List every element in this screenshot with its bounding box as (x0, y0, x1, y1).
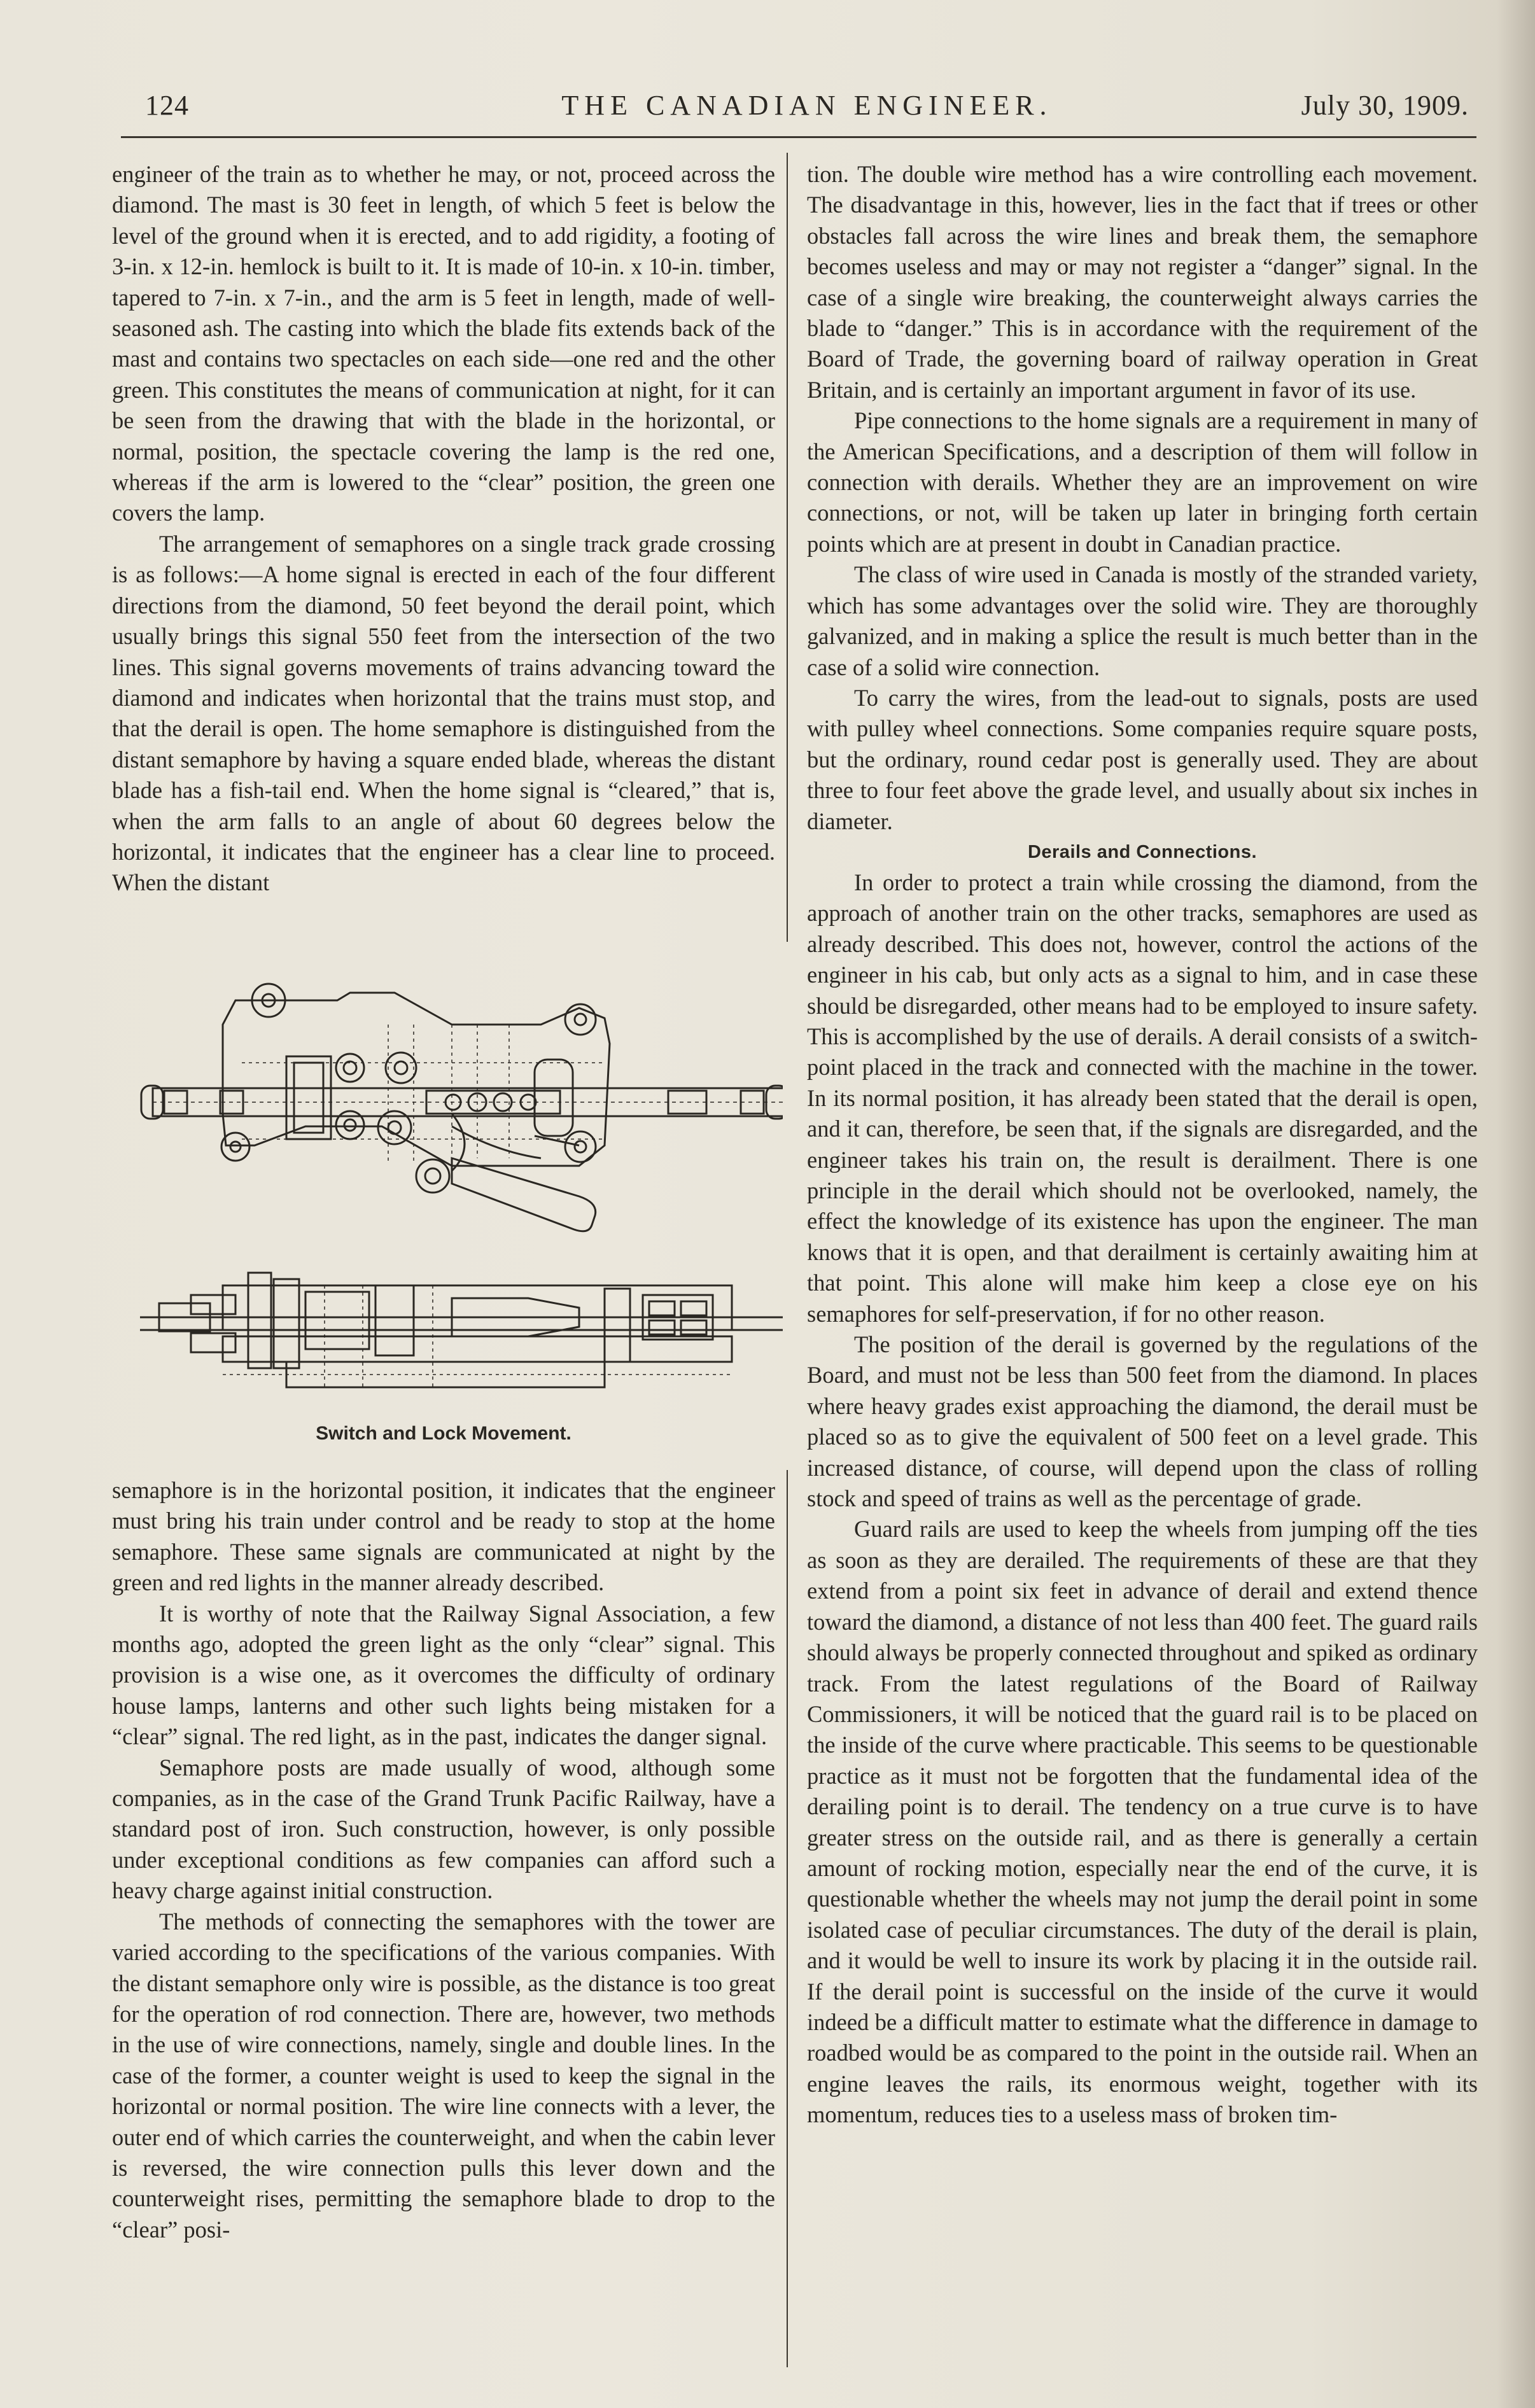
switch-and-lock-movement-drawing (95, 955, 783, 1413)
paragraph: Guard rails are used to keep the wheels from jumping off the ties as soon as they are derailed. The requirements of these are that they extend from a point six feet in advance of derail and extend thence toward the diamond, a distance of not less than 400 feet. The guard rails should always be properly connected throughout and spiked as ordinary track. From the latest regulations of the Board of Railway Commissioners, it will be noticed that the guard rail is to be placed on the inside of the curve where practicable. This seems to be questionable practice as it must not be forgotten that the fundamental idea of the derailing point is to derail. The tendency on a true curve is to have greater stress on the outside rail, and as there is generally a certain amount of rocking motion, especially near the end of the curve, it is questionable whether the wheels may not jump the derail point in some isolated case of peculiar circumstances. The duty of the derail is plain, and it would be well to insure its work by placing it in the outside rail. If the derail point is successful on the inside of the curve it would indeed be a difficult matter to estimate what the difference in damage to roadbed would be as compared to the point in the outside rail. When an engine leaves the rails, its enormous weight, together with its momentum, reduces ties to a useless mass of broken tim- (807, 1516, 1478, 2128)
bolt-circle (336, 1054, 364, 1082)
paragraph: tion. The double wire method has a wire controlling each movement. The disadvantage in this, however, lies in the fact that if trees or other obstacles fall across the wire lines and break them, the semaphore becomes useless and may or may not register a “danger” signal. In the case of a single wire breaking, the counterweight always carries the blade to “danger.” This is in accordance with the requirement of the Board of Trade, the governing board of railway operation in Great Britain, and is certainly an important argument in favor of its use. (807, 161, 1478, 403)
column-divider-top (787, 153, 788, 942)
issue-date: July 30, 1909. (1301, 90, 1469, 121)
paragraph: semaphore is in the horizontal position, it indicates that the engineer must bring his train under control and be ready to stop at the home semaphore. These same signals are communicated at night by the green and red lights in the manner already described. (112, 1477, 775, 1596)
column-divider-bottom (787, 1470, 788, 2367)
paragraph: It is worthy of note that the Railway Signal Association, a few months ago, adopted the green light as the only “clear” signal. This provision is a wise one, as it overcomes the difficulty of ordinary house lamps, lanterns and other such lights being mistaken for a “clear” signal. The red light, as in the past, indicates the danger signal. (112, 1600, 775, 1750)
left-column-bottom (112, 1475, 775, 2245)
header-rule (121, 136, 1476, 138)
paragraph: In order to protect a train while crossing the diamond, from the approach of another train on the other tracks, semaphores are used as already described. This does not, however, control the actions of the engineer in his cab, but only acts as a signal to him, and in case these should be disregarded, other means had to be employed to insure safety. This is accomplished by the use of derails. A derail consists of a switch-point placed in the track and connected with the machine in the tower. In its normal position, it has already been stated that the derail is open, and it can, therefore, be seen that, if the signals are disregarded, and the engineer takes his train on, the result is derailment. There is one principle in the derail which should not be overlooked, namely, the effect the knowledge of its existence has upon the engineer. The man knows that it is open, and that derailment is certainly awaiting him at that point. This alone will make him keep a close eye on his semaphores for self-preservation, if for no other reason. (807, 869, 1478, 1327)
page-header (145, 89, 1469, 127)
figure-caption: Switch and Lock Movement. (316, 1423, 571, 1444)
paragraph: To carry the wires, from the lead-out to signals, posts are used with pulley wheel connections. Some companies require square posts, but the ordinary, round cedar post is generally used. They are about three to four feet above the grade level, and usually about six inches in diameter. (807, 684, 1478, 834)
paragraph: Pipe connections to the home signals are a requirement in many of the American Specifications, and a description of them will follow in connection with derails. Whether they are an improvement on wire connections, or not, will be taken up later in bringing forth certain points which are at present in doubt in Canadian practice. (807, 407, 1478, 557)
paragraph: engineer of the train as to whether he may, or not, proceed across the diamond. The mast is 30 feet in length, of which 5 feet is below the level of the ground when it is erected, and to add rigidity, a footing of 3-in. x 12-in. hemlock is built to it. It is made of 10-in. x 10-in. timber, tapered to 7-in. x 7-in., and the arm is 5 feet in length, made of well-seasoned ash. The casting into which the blade fits extends back of the mast and contains two spectacles on each side—one red and the other green. This constitutes the means of communication at night, for it can be seen from the drawing that with the blade in the horizontal, or normal, position, the spectacle covering the lamp is the red one, whereas if the arm is lowered to the “clear” position, the green one covers the lamp. (112, 161, 775, 526)
left-column-top (112, 159, 775, 899)
paragraph: The methods of connecting the semaphores with the tower are varied according to the specifications of the various companies. With the distant semaphore only wire is possible, as the distance is too great for the operation of rod connection. There are, however, two methods in the use of wire connections, namely, single and double lines. In the case of the former, a counter weight is used to keep the signal in the horizontal or normal position. The wire line connects with a lever, the outer end of which carries the counterweight, and when the cabin lever is reversed, the wire connection pulls this lever down and the counterweight rises, permitting the semaphore blade to drop to the “clear” posi- (112, 1908, 775, 2243)
lever-handle (452, 1158, 596, 1231)
journal-title: THE CANADIAN ENGINEER. (561, 90, 1053, 121)
paragraph: Semaphore posts are made usually of wood, although some companies, as in the case of the Grand Trunk Pacific Railway, have a standard post of iron. Such construction, however, is only possible under exceptional conditions as few companies can afford such a heavy charge against initial construction. (112, 1754, 775, 1904)
bolt-circle (386, 1053, 416, 1083)
paragraph: The class of wire used in Canada is mostly of the stranded variety, which has some advantages over the solid wire. They are thoroughly galvanized, and in making a splice the result is much better than in the case of a solid wire connection. (807, 561, 1478, 680)
bolt-circle (565, 1131, 596, 1162)
page-edge-shadow (1497, 0, 1535, 2408)
paragraph: The arrangement of semaphores on a single track grade crossing is as follows:—A home signal is erected in each of the four different directions from the diamond, 50 feet beyond the derail point, which usually brings this signal 550 feet from the intersection of the two lines. This signal governs movements of trains advancing toward the diamond and indicates when horizontal that the trains must stop, and that the derail is open. The home semaphore is distinguished from the distant semaphore by having a square ended blade, whereas the distant blade has a fish-tail end. When the home signal is “cleared,” that is, when the arm falls to an angle of about 60 degrees below the horizontal, it indicates that the engineer has a clear line to proceed. When the distant (112, 530, 775, 896)
bolt-circle (221, 1133, 249, 1161)
right-column (807, 159, 1478, 2131)
page-number: 124 (145, 90, 189, 121)
section-heading: Derails and Connections. (1027, 841, 1258, 862)
bolt-circle (416, 1159, 449, 1193)
paragraph: The position of the derail is governed by the regulations of the Board, and must not be less than 500 feet from the diamond. In places where heavy grades exist approaching the diamond, the derail must be placed so as to give the equivalent of 500 feet on a level grade. This increased distance, of course, will depend upon the class of rolling stock and speed of trains as well as the percentage of grade. (807, 1331, 1478, 1512)
